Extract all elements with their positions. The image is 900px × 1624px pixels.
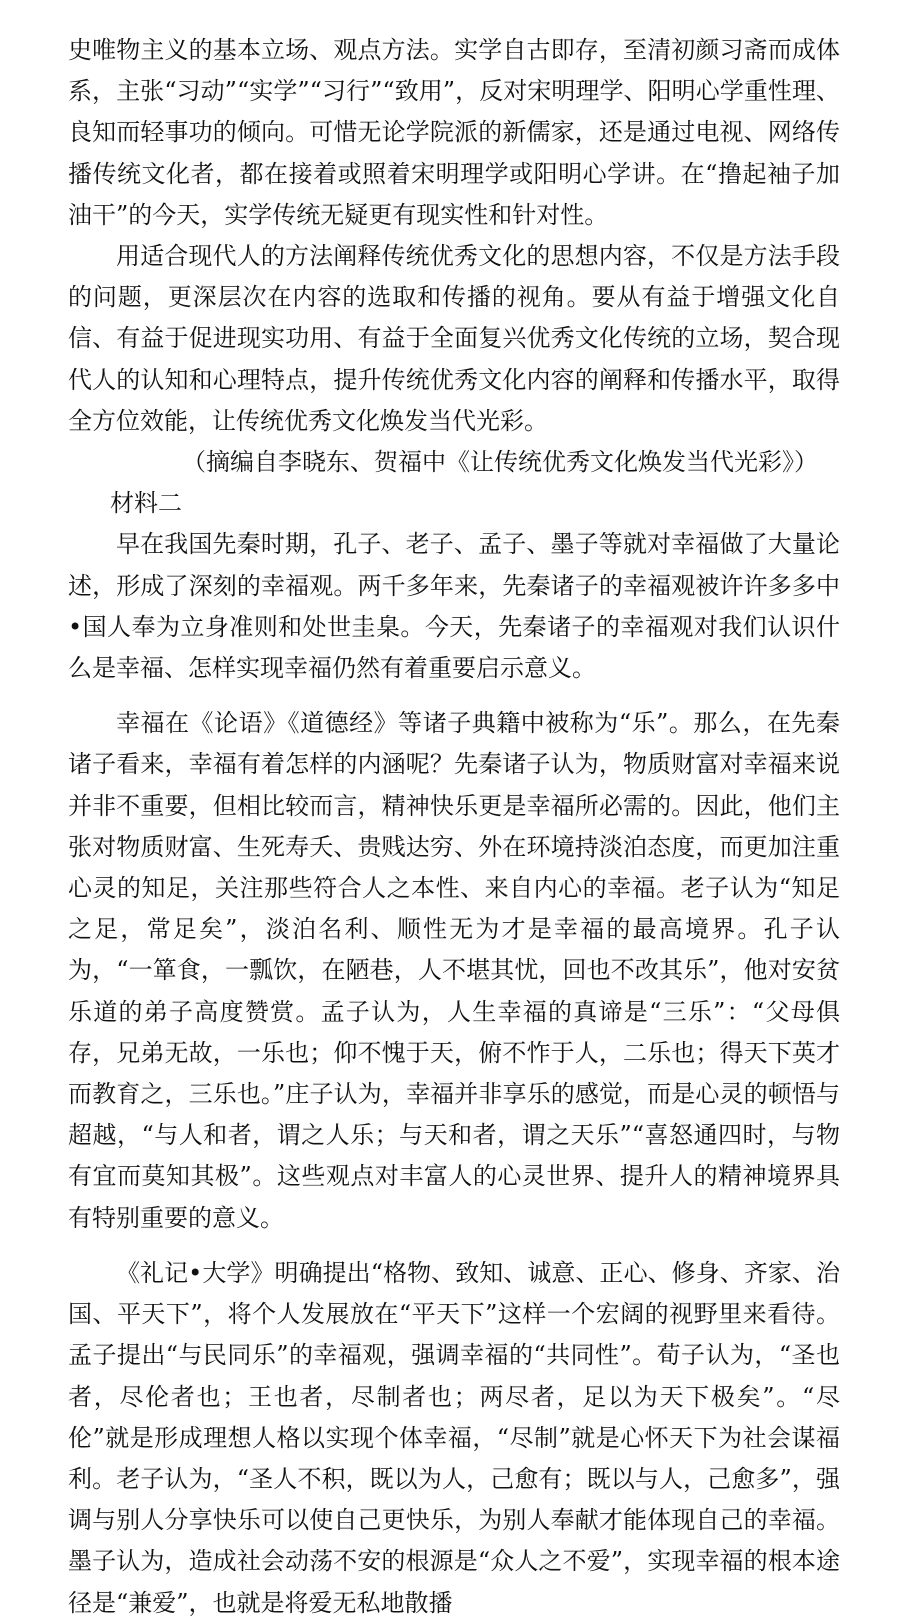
paragraph-happiness-meaning: 幸福在《论语》《道德经》等诸子典籍中被称为“乐”。那么，在先秦诸子看来，幸福有着怎样的内涵呢？先秦诸子认为，物质财富对幸福来说并非不重要，但相比较而言，精神快乐更是幸福所必需的。因此，他们主张对物质财富、生死寿夭、贵贱达穷、外在环境持淡泊态度，而更加注重心灵的知足，关注那些符合人之本性、来自内心的幸福。老子认为“知足之足，常足矣”，淡泊名利、顺性无为才是幸福的最高境界。孔子认为，“一箪食，一瓢饮，在陋巷，人不堪其忧，回也不改其乐”，他对安贫乐道的弟子高度赞赏。孟子认为，人生幸福的真谛是“三乐”：“父母俱存，兄弟无故，一乐也；仰不愧于天，俯不怍于人，二乐也；得天下英才而教育之，三乐也。”庄子认为，幸福并非享乐的感觉，而是心灵的顿悟与超越，“与人和者，谓之人乐；与天和者，谓之天乐”“喜怒通四时，与物有宜而莫知其极”。这些观点对丰富人的心灵世界、提升人的精神境界具有特别重要的意义。 bbox=[68, 709, 840, 1232]
source-citation: （摘编自李晓东、贺福中《让传统优秀文化焕发当代光彩》） bbox=[182, 448, 818, 477]
document-page bbox=[68, 30, 840, 1624]
paragraph-great-learning: 《礼记•大学》明确提出“格物、致知、诚意、正心、修身、齐家、治国、平天下”，将个人发展放在“平天下”这样一个宏阔的视野里来看待。孟子提出“与民同乐”的幸福观，强调幸福的“共同性”。荀子认为，“圣也者，尽伦者也；王也者，尽制者也；两尽者，足以为天下极矣”。“尽伦”就是形成理想人格以实现个体幸福，“尽制”就是心怀天下为社会谋福利。老子认为，“圣人不积，既以为人，己愈有；既以与人，己愈多”，强调与别人分享快乐可以使自己更快乐，为别人奉献才能体现自己的幸福。墨子认为，造成社会动荡不安的根源是“众人之不爱”，实现幸福的根本途径是“兼爱”，也就是将爱无私地散播 bbox=[68, 1258, 840, 1617]
paragraph-method: 用适合现代人的方法阐释传统优秀文化的思想内容，不仅是方法手段的问题，更深层次在内容的选取和传播的视角。要从有益于增强文化自信、有益于促进现实功用、有益于全面复兴优秀文化传统的立场，契合现代人的认知和心理特点，提升传统优秀文化内容的阐释和传播水平，取得全方位效能，让传统优秀文化焕发当代光彩。 bbox=[68, 242, 840, 435]
paragraph-continuation: 史唯物主义的基本立场、观点方法。实学自古即存，至清初颜习斋而成体系，主张“习动”“实学”“习行”“致用”，反对宋明理学、阳明心学重性理、良知而轻事功的倾向。可惜无论学院派的新儒家，还是通过电视、网络传播传统文化者，都在接着或照着宋明理学或阳明心学讲。在“撸起袖子加油干”的今天，实学传统无疑更有现实性和针对性。 bbox=[68, 36, 840, 229]
material-heading: 材料二 bbox=[110, 489, 182, 518]
paragraph-pre-qin-overview: 早在我国先秦时期，孔子、老子、孟子、墨子等就对幸福做了大量论述，形成了深刻的幸福观。两千多年来，先秦诸子的幸福观被许许多多中•国人奉为立身准则和处世圭臬。今天，先秦诸子的幸福观对我们认识什么是幸福、怎样实现幸福仍然有着重要启示意义。 bbox=[68, 530, 840, 683]
